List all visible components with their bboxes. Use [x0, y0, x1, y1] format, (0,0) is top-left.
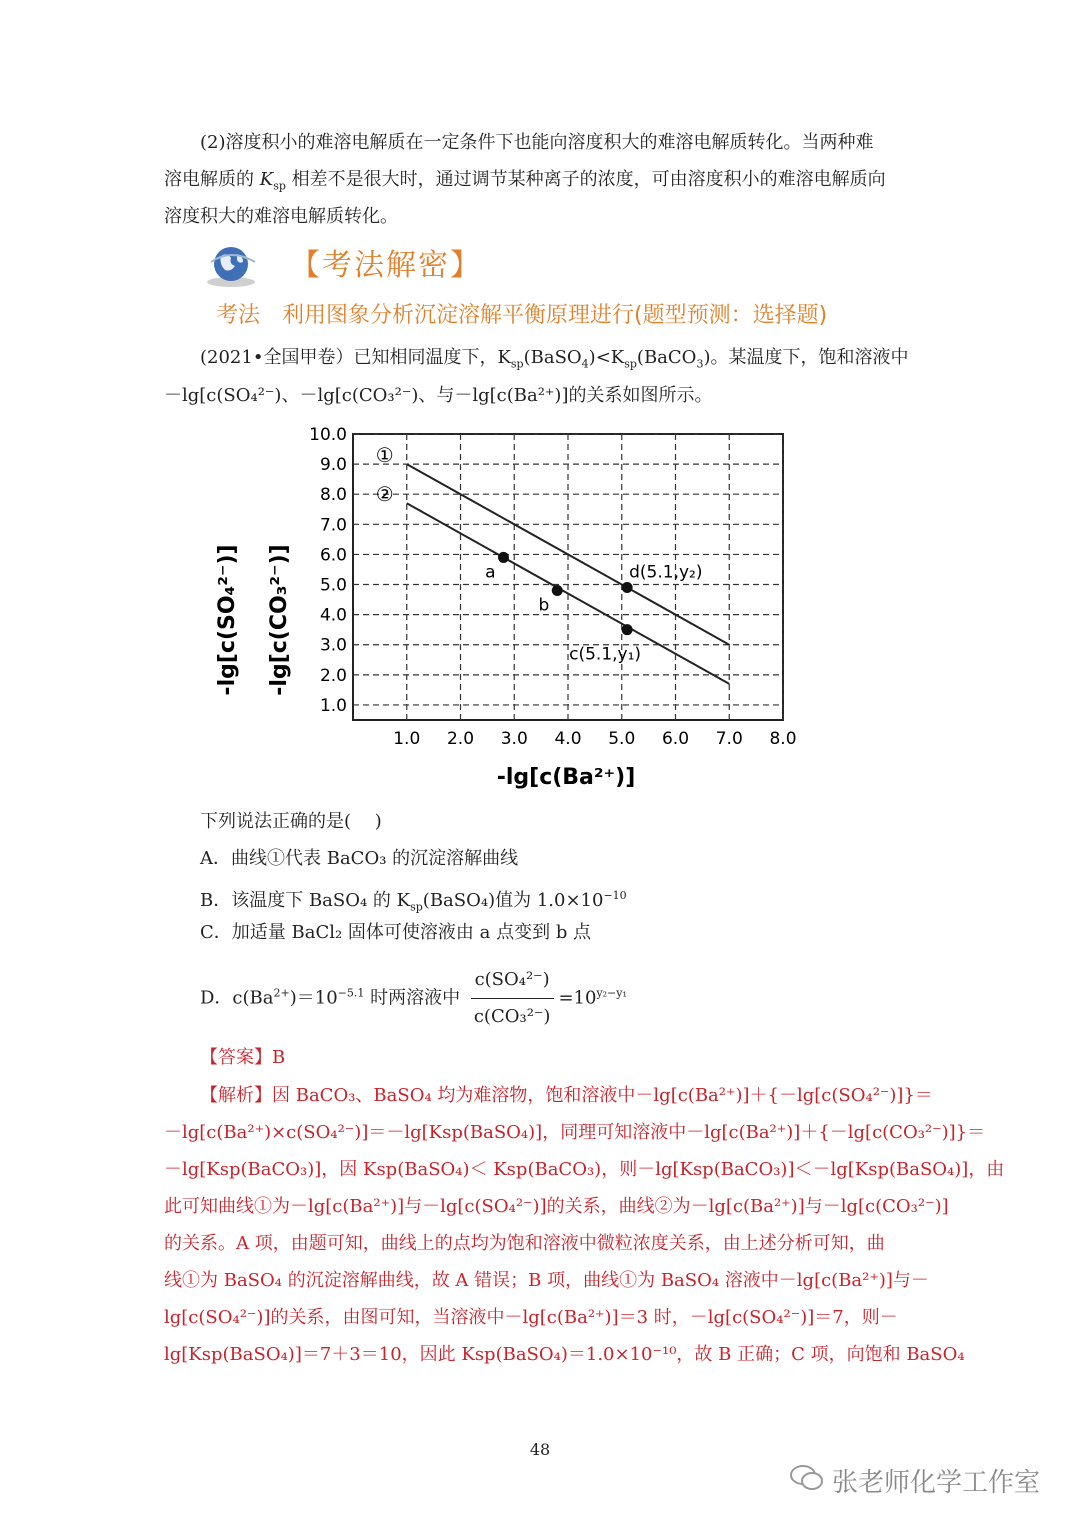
- option-b-b: (BaSO₄)值为 1.0×10: [422, 890, 604, 911]
- x-tick-label: 2.0: [446, 729, 475, 749]
- ksp-k: K: [259, 169, 274, 190]
- y-axis-label-2: -lg[c(CO₃²⁻)]: [267, 544, 292, 696]
- option-b: [200, 884, 627, 920]
- y-tick-label: 6.0: [319, 545, 347, 566]
- stem-1e: )。某温度下，饱和溶液中: [703, 347, 909, 368]
- answer-label: 【答案】B: [200, 1047, 286, 1068]
- x-tick-label: 4.0: [554, 729, 582, 749]
- option-d-fraction: [470, 964, 555, 1033]
- banner-title: 【考法解密】: [290, 248, 482, 283]
- analysis-line-1: [200, 1084, 933, 1108]
- y-tick-label: 1.0: [319, 695, 347, 716]
- question-stem-2: －lg[c(SO₄²⁻)、－lg[c(CO₃²⁻)、与－lg[c(Ba²⁺)]的关系如图所示。: [164, 385, 713, 406]
- option-d: [200, 964, 627, 1033]
- analysis-line-3: －lg[Ksp(BaCO₃)]，因 Ksp(BaSO₄)＜ Ksp(BaCO₃)，则－lg[Ksp(BaCO₃)]＜－lg[Ksp(BaSO₄)]，由: [164, 1159, 1005, 1180]
- stem-1a: (2021•全国甲卷）已知相同温度下，K: [200, 347, 511, 368]
- question-stem-1: [200, 346, 908, 377]
- stem-sub-4: 3: [696, 357, 704, 371]
- stem-sub-3: sp: [624, 357, 637, 371]
- x-tick-label: 6.0: [661, 729, 690, 749]
- y-axis-label-1: -lg[c(SO₄²⁻)]: [215, 544, 240, 696]
- solubility-chart: [210, 420, 810, 800]
- fraction-numerator: c(SO₄²⁻): [471, 964, 554, 999]
- y-tick-label: 8.0: [319, 485, 347, 506]
- intro-line-3: 溶度积大的难溶电解质转化。: [164, 206, 398, 227]
- stem-sub-2: 4: [581, 357, 589, 371]
- x-tick-label: 7.0: [715, 729, 743, 749]
- data-point: [622, 624, 633, 635]
- y-tick-label: 5.0: [319, 575, 347, 596]
- y-tick-label: 7.0: [319, 515, 347, 536]
- stem-sub-1: sp: [510, 357, 524, 371]
- y-tick-label: 2.0: [319, 665, 347, 686]
- intro-line-2b: 相差不是很大时，通过调节某种离子的浓度，可由溶度积小的难溶电解质向: [285, 169, 886, 190]
- data-point: [552, 585, 563, 596]
- option-d-sup1: 2+: [273, 986, 290, 1000]
- curve-label-1: ①: [375, 443, 394, 468]
- method-heading: 考法 利用图象分析沉淀溶解平衡原理进行(题型预测：选择题): [216, 303, 828, 328]
- stem-1d: (BaCO: [636, 347, 697, 368]
- option-b-sub: sp: [410, 900, 423, 914]
- fraction-denominator: c(CO₃²⁻): [473, 1006, 551, 1027]
- intro-line-2: [164, 168, 886, 199]
- page-number: 48: [529, 1440, 551, 1459]
- option-a: A．曲线①代表 BaCO₃ 的沉淀溶解曲线: [200, 848, 519, 869]
- analysis-line-4: 此可知曲线①为－lg[c(Ba²⁺)]与－lg[c(SO₄²⁻)]的关系，曲线②为－lg[c(Ba²⁺)]与－lg[c(CO₃²⁻)]: [164, 1196, 949, 1217]
- point-label: d(5.1,y₂): [629, 562, 703, 583]
- option-d-b: )＝10: [289, 987, 338, 1009]
- y-tick-label: 4.0: [319, 605, 347, 626]
- x-tick-label: 1.0: [393, 729, 421, 749]
- option-c: C．加适量 BaCl₂ 固体可使溶液由 a 点变到 b 点: [200, 922, 592, 943]
- analysis-line-8: lg[Ksp(BaSO₄)]＝7＋3＝10，因此 Ksp(BaSO₄)＝1.0×10⁻¹⁰，故 B 正确；C 项，向饱和 BaSO₄: [164, 1344, 965, 1365]
- stem-1c: )<K: [588, 347, 625, 368]
- intro-line-1: (2)溶度积小的难溶电解质在一定条件下也能向溶度积大的难溶电解质转化。当两种难: [200, 132, 874, 153]
- option-d-c: 时两溶液中: [364, 987, 461, 1009]
- ksp-sub: sp: [273, 179, 286, 193]
- option-b-a: B．该温度下 BaSO₄ 的 K: [200, 890, 411, 911]
- analysis-line-6: 线①为 BaSO₄ 的沉淀溶解曲线，故 A 错误；B 项，曲线①为 BaSO₄ 溶液中－lg[c(Ba²⁺)]与－: [164, 1270, 929, 1291]
- x-tick-label: 8.0: [769, 729, 797, 749]
- x-tick-label: 5.0: [608, 729, 636, 749]
- chart-svg: [210, 420, 810, 800]
- y-tick-label: 3.0: [319, 635, 347, 656]
- point-label: a: [485, 562, 496, 583]
- analysis-l1: 因 BaCO₃、BaSO₄ 均为难溶物，饱和溶液中－lg[c(Ba²⁺)]＋{－lg[c(SO₄²⁻)]}＝: [272, 1085, 933, 1106]
- option-b-sup: −10: [603, 889, 627, 902]
- analysis-line-7: lg[c(SO₄²⁻)]的关系，由图可知，当溶液中－lg[c(Ba²⁺)]＝3 时，－lg[c(SO₄²⁻)]＝7，则－: [164, 1307, 898, 1328]
- option-d-a: D．c(Ba: [200, 987, 274, 1009]
- globe-icon: [207, 242, 259, 290]
- analysis-line-2: －lg[c(Ba²⁺)×c(SO₄²⁻)]＝－lg[Ksp(BaSO₄)]，同理可知溶液中－lg[c(Ba²⁺)]＋{－lg[c(CO₃²⁻)]}＝: [164, 1122, 986, 1143]
- data-point: [498, 552, 509, 563]
- intro-line-2a: 溶电解质的: [164, 169, 260, 190]
- analysis-label: 【解析】: [200, 1085, 272, 1106]
- curve-label-2: ②: [375, 482, 394, 507]
- option-d-sup2: −5.1: [337, 986, 365, 1000]
- stem-1b: (BaSO: [523, 347, 582, 368]
- option-d-sup3: y₂−y₁: [596, 986, 627, 1000]
- wechat-icon: [790, 1464, 824, 1492]
- question-prompt: 下列说法正确的是( ): [200, 811, 382, 832]
- analysis-line-5: 的关系。A 项，由题可知，曲线上的点均为饱和溶液中微粒浓度关系，由上述分析可知，曲: [164, 1233, 885, 1254]
- x-axis-label: -lg[c(Ba²⁺)]: [496, 765, 636, 790]
- point-label: c(5.1,y₁): [569, 644, 642, 665]
- x-tick-label: 3.0: [500, 729, 528, 749]
- y-tick-label: 10.0: [309, 425, 347, 445]
- point-label: b: [538, 595, 550, 616]
- y-tick-label: 9.0: [319, 455, 347, 476]
- watermark-text: 张老师化学工作室: [832, 1468, 1041, 1498]
- option-d-d: =10: [558, 987, 597, 1009]
- data-point: [622, 582, 633, 593]
- watermark: [790, 1462, 1040, 1499]
